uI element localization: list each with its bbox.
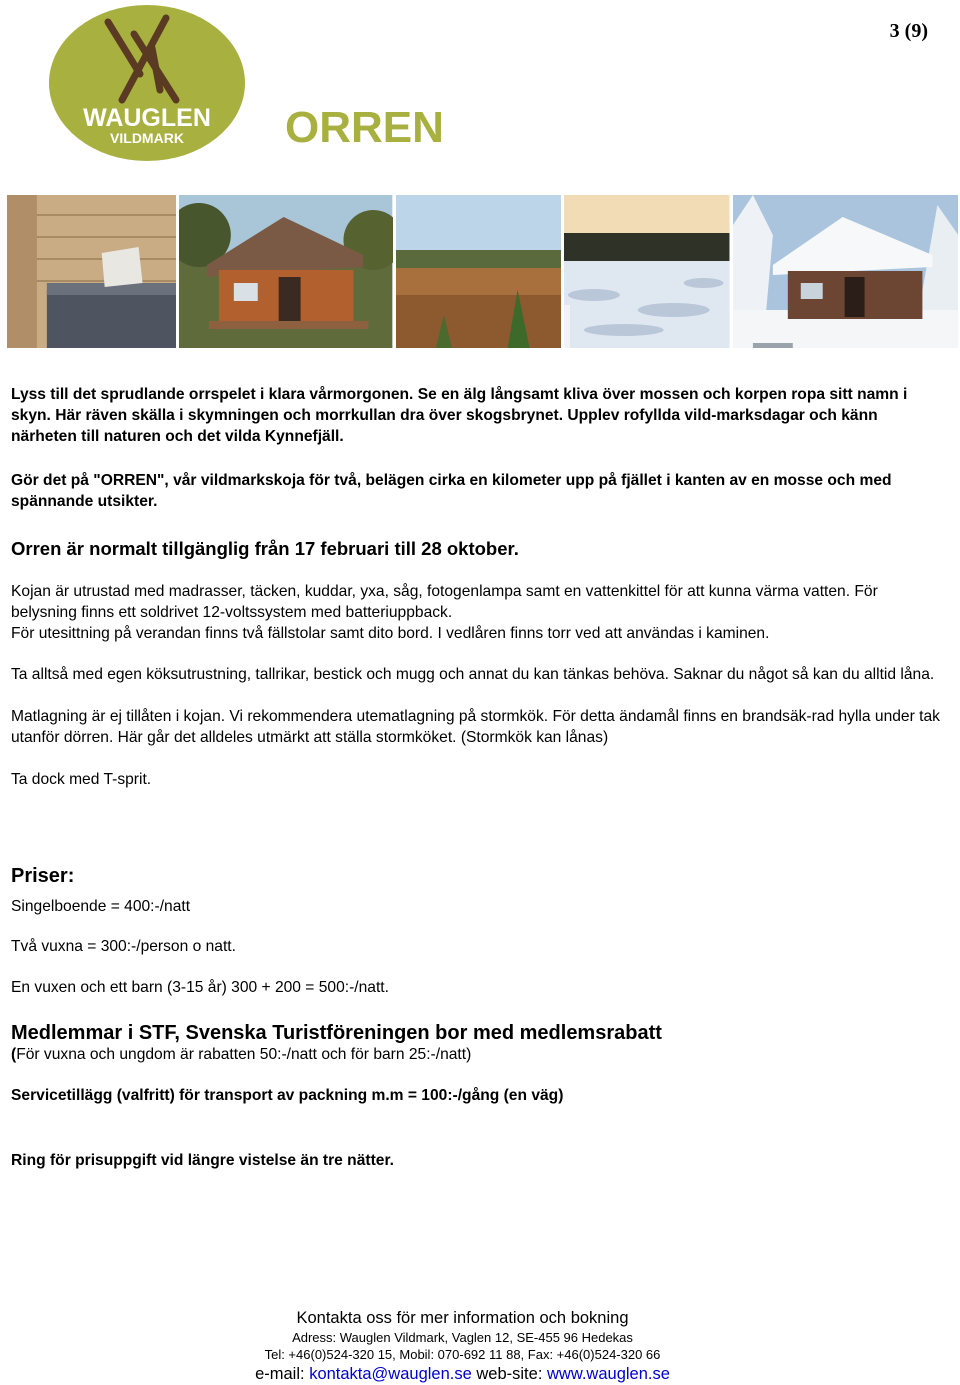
footer-email-label: e-mail: <box>255 1365 310 1383</box>
cooking-paragraph: Matlagning är ej tillåten i kojan. Vi rekommendera utematlagning på stormkök. För detta ändamål finns en brandsäk-rad hylla under tak utanför dörren. Här går det alldeles utmärkt att ställa stormköket. (Stormkök kan lånas) <box>11 708 940 746</box>
logo-text-wauglen: WAUGLEN <box>83 104 211 132</box>
footer-phone: Tel: +46(0)524-320 15, Mobil: 070-692 11 88, Fax: +46(0)524-320 66 <box>264 1347 661 1362</box>
equipment-paragraph: Kojan är utrustad med madrasser, täcken, kuddar, yxa, såg, fotogenlampa samt en vattenkittel för att kunna värma vatten. För belysning finns ett soldrivet 12-voltssystem med batteriuppback. <box>11 582 878 621</box>
email-link[interactable]: kontakta@wauglen.se <box>309 1365 472 1383</box>
intro-paragraph-2: Gör det på "ORREN", vår vildmarkskoja för två, belägen cirka en kilometer upp på fjället i kanten av en mosse och med spännande utsikter. <box>11 472 892 511</box>
logo-text-vildmark: VILDMARK <box>110 130 184 146</box>
long-stay-note: Ring för prisuppgift vid längre vistelse än tre nätter. <box>11 1151 394 1169</box>
photo-strip <box>7 195 958 348</box>
prices-heading: Priser: <box>11 864 75 887</box>
wauglen-logo <box>48 4 246 162</box>
intro-paragraph-1: Lyss till det sprudlande orrspelet i klara vårmorgonen. Se en älg långsamt kliva över mossen och korpen ropa sitt namn i skyn. Här räven skälla i skymningen och morrkullan dra över skogsbrynet. Upplev rofyllda vild-marksdagar och känn närheten till naturen och det vilda Kynnefjäll. <box>11 386 908 445</box>
stf-note-paren: ( <box>11 1045 17 1063</box>
photo-snow-moor <box>564 195 729 348</box>
bring-paragraph: Ta alltså med egen köksutrustning, tallrikar, bestick och mugg och annat du kan tänkas behöva. Saknar du något så kan du alltid låna. <box>11 666 935 684</box>
price-single: Singelboende = 400:-/natt <box>11 897 191 915</box>
footer-web-label: web-site: <box>471 1365 547 1383</box>
price-two-adults: Två vuxna = 300:-/person o natt. <box>11 938 236 956</box>
contact-footer <box>0 1307 925 1385</box>
footer-contact-heading: Kontakta oss för mer information och bokning <box>296 1309 629 1327</box>
footer-links <box>0 1363 925 1385</box>
footer-address: Adress: Wauglen Vildmark, Vaglen 12, SE-455 96 Hedekas <box>292 1330 633 1345</box>
photo-moor-autumn <box>396 195 561 348</box>
page-title: ORREN <box>285 103 444 152</box>
service-fee: Servicetillägg (valfritt) för transport av packning m.m = 100:-/gång (en väg) <box>11 1086 564 1104</box>
veranda-paragraph: För utesittning på verandan finns två fällstolar samt dito bord. I vedlåren finns torr ved att användas i kaminen. <box>11 624 770 642</box>
stf-discount-note <box>11 1045 946 1066</box>
availability-text: Orren är normalt tillgänglig från 17 februari till 28 oktober. <box>11 537 519 559</box>
photo-cabin-summer <box>179 195 392 348</box>
photo-cabin-winter <box>733 195 958 348</box>
price-adult-child: En vuxen och ett barn (3-15 år) 300 + 200 = 500:-/natt. <box>11 979 389 997</box>
main-content <box>11 385 946 1171</box>
photo-cabin-interior <box>7 195 176 348</box>
website-link[interactable]: www.wauglen.se <box>547 1365 670 1383</box>
stf-heading: Medlemmar i STF, Svenska Turistföreningen bor med medlemsrabatt <box>11 1021 662 1044</box>
stf-note-text: För vuxna och ungdom är rabatten 50:-/natt och för barn 25:-/natt) <box>16 1045 472 1063</box>
page-number: 3 (9) <box>889 20 928 42</box>
tsprit-paragraph: Ta dock med T-sprit. <box>11 770 152 788</box>
